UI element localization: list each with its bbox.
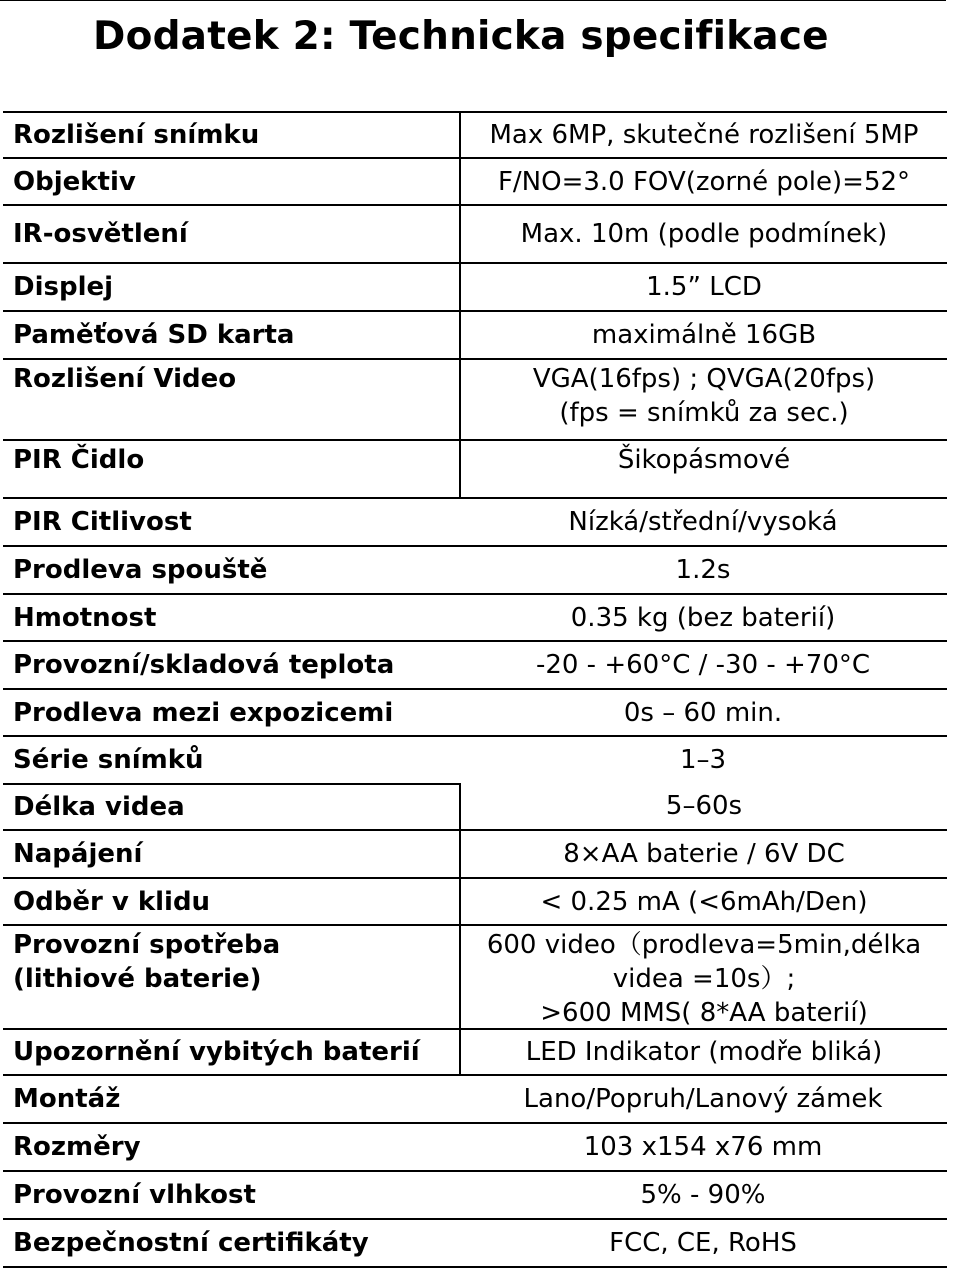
- spec-value: [459, 879, 947, 924]
- spec-value: [459, 783, 947, 829]
- spec-row: [3, 262, 947, 310]
- spec-value: [459, 264, 947, 310]
- spec-value: [459, 547, 947, 593]
- spec-row: [3, 204, 947, 262]
- spec-row: [3, 1218, 947, 1266]
- spec-row: [3, 497, 947, 545]
- spec-label: Rozlišení snímku: [13, 120, 260, 150]
- spec-row: [3, 358, 947, 439]
- spec-value-line: FCC, CE, RoHS: [609, 1228, 797, 1258]
- spec-row: [3, 439, 947, 497]
- spec-row: [3, 640, 947, 688]
- spec-label: Odběr v klidu: [13, 886, 211, 917]
- spec-value-line: 5–60s: [665, 791, 743, 821]
- spec-value: [459, 312, 947, 358]
- spec-value-line: F/NO=3.0 FOV(zorné pole)=52°: [497, 166, 911, 197]
- spec-row: [3, 157, 947, 204]
- spec-value: [459, 642, 947, 688]
- spec-value: [459, 926, 947, 1028]
- spec-row: [3, 1028, 947, 1074]
- spec-label: Série snímků: [13, 745, 204, 775]
- spec-label: Upozornění vybitých baterií: [13, 1037, 420, 1067]
- spec-value-line: Šikopásmové: [617, 445, 791, 475]
- spec-value-line: 0.35 kg (bez baterií): [570, 602, 836, 633]
- spec-row: [3, 735, 947, 783]
- spec-value-line: -20 - +60°C / -30 - +70°C: [535, 650, 871, 680]
- spec-table: [3, 111, 947, 1268]
- spec-value-line: 5% - 90%: [640, 1180, 766, 1210]
- spec-value: [459, 1172, 947, 1218]
- spec-label: Paměťová SD karta: [13, 320, 295, 350]
- spec-label: Bezpečnostní certifikáty: [13, 1228, 369, 1258]
- spec-row: [3, 545, 947, 593]
- spec-label: Prodleva spouště: [13, 555, 268, 585]
- spec-label: Rozměry: [13, 1132, 141, 1162]
- spec-value: [459, 1124, 947, 1170]
- spec-row: [3, 783, 947, 829]
- spec-label: Provozní/skladová teplota: [13, 650, 395, 680]
- spec-label: PIR Čidlo: [13, 445, 145, 475]
- spec-value: [459, 159, 947, 204]
- spec-row: [3, 1074, 947, 1122]
- spec-value-line: 1.2s: [675, 555, 731, 585]
- spec-value: [459, 1030, 947, 1074]
- spec-label: Montáž: [13, 1084, 121, 1114]
- spec-row: [3, 1122, 947, 1170]
- spec-value: [459, 690, 947, 735]
- spec-label: PIR Citlivost: [13, 507, 192, 537]
- spec-value-line: (fps = snímků za sec.): [559, 398, 849, 428]
- spec-row: [3, 877, 947, 924]
- spec-row: [3, 829, 947, 877]
- spec-row: [3, 688, 947, 735]
- spec-value: [459, 737, 947, 783]
- top-rule: [0, 0, 946, 1]
- spec-value-line: < 0.25 mA (<6mAh/Den): [540, 886, 868, 917]
- spec-row: [3, 924, 947, 1028]
- spec-value: [459, 113, 947, 157]
- spec-value: [459, 595, 947, 640]
- spec-value: [459, 1220, 947, 1266]
- spec-value: [459, 206, 947, 262]
- spec-label: Provozní spotřeba (lithiové baterie): [13, 930, 281, 994]
- spec-value-line: >600 MMS( 8*AA baterií): [540, 998, 868, 1028]
- spec-label: Displej: [13, 272, 114, 302]
- spec-value: [459, 831, 947, 877]
- spec-value-line: VGA(16fps) ; QVGA(20fps): [532, 364, 876, 394]
- spec-value-line: Max 6MP, skutečné rozlišení 5MP: [489, 120, 919, 150]
- spec-value-line: videa =10s）;: [612, 964, 796, 994]
- spec-label: Provozní vlhkost: [13, 1180, 256, 1210]
- spec-value: [459, 360, 947, 439]
- spec-value-line: 1.5” LCD: [646, 272, 762, 302]
- spec-label: Délka videa: [3, 783, 459, 829]
- spec-label: Rozlišení Video: [13, 364, 237, 394]
- spec-value: [459, 499, 947, 545]
- spec-row: [3, 1170, 947, 1218]
- spec-label: Napájení: [13, 839, 143, 869]
- spec-row: [3, 593, 947, 640]
- spec-value-line: Nízká/střední/vysoká: [568, 507, 838, 537]
- spec-value-line: maximálně 16GB: [591, 320, 817, 350]
- spec-label: Hmotnost: [13, 602, 157, 633]
- spec-label: Prodleva mezi expozicemi: [13, 697, 394, 728]
- spec-value-line: Max. 10m (podle podmínek): [520, 219, 888, 249]
- spec-label: IR-osvětlení: [13, 219, 188, 249]
- spec-value: [459, 441, 947, 497]
- spec-value-line: 1–3: [679, 745, 727, 775]
- page-title: Dodatek 2: Technicka specifikace: [93, 14, 829, 59]
- spec-value-line: LED Indikator (modře bliká): [525, 1037, 883, 1067]
- spec-value-line: 600 video（prodleva=5min,délka: [486, 930, 922, 960]
- spec-value-line: 0s – 60 min.: [623, 697, 783, 728]
- spec-row: [3, 310, 947, 358]
- spec-value-line: Lano/Popruh/Lanový zámek: [523, 1084, 883, 1114]
- spec-label: Objektiv: [13, 166, 136, 197]
- spec-value-line: 8×AA baterie / 6V DC: [563, 839, 845, 869]
- spec-value-line: 103 x154 x76 mm: [583, 1132, 823, 1162]
- spec-value: [459, 1076, 947, 1122]
- spec-row: [3, 113, 947, 157]
